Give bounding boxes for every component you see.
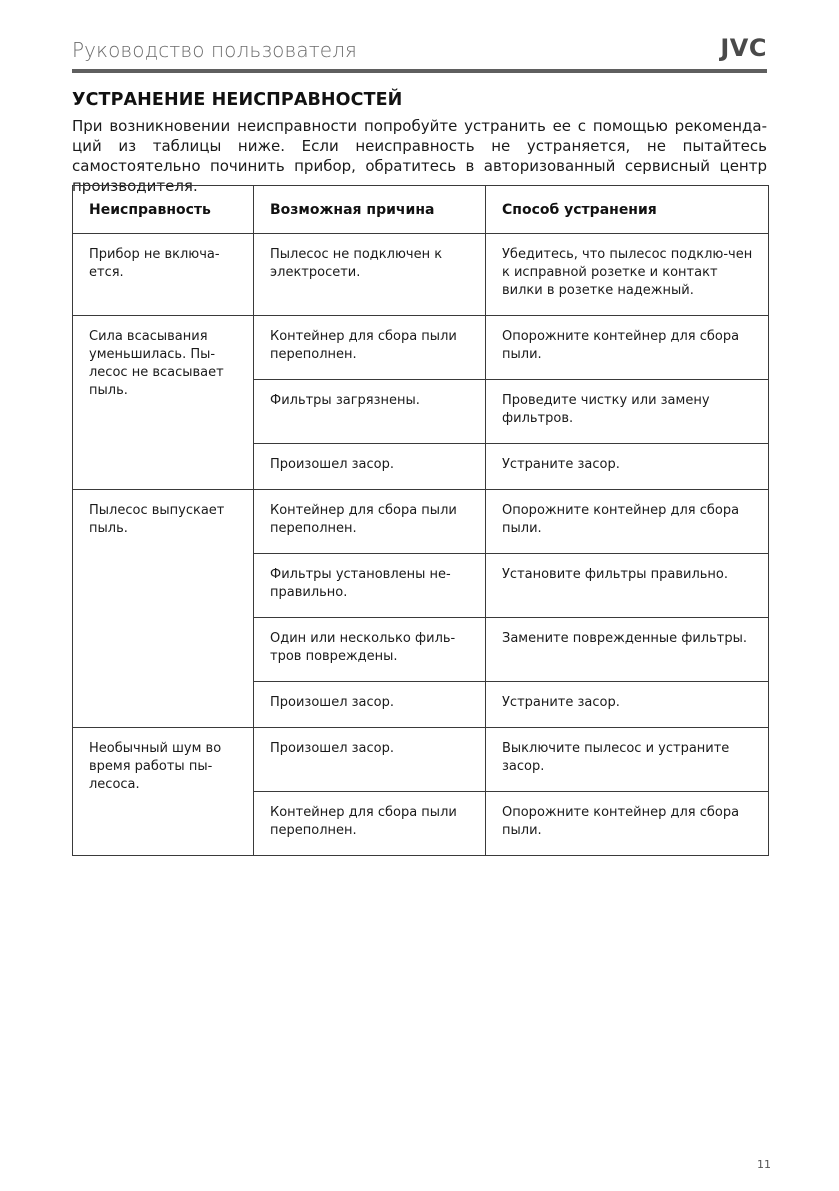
fix-cell: Установите фильтры правильно. — [486, 554, 769, 618]
intro-paragraph: При возникновении неисправности попробуйте устранить ее с помощью рекоменда-ций из таблицы ниже. Если неисправность не устраняется, не пытайтесь самостоятельно починить прибор, обратитесь в авторизованный сервисный центр производителя. — [72, 117, 767, 195]
fault-cell: Сила всасывания уменьшилась. Пы-лесос не всасывает пыль. — [73, 316, 254, 490]
fix-cell: Замените поврежденные фильтры. — [486, 618, 769, 682]
cause-cell: Контейнер для сбора пыли переполнен. — [254, 316, 486, 380]
section-title: УСТРАНЕНИЕ НЕИСПРАВНОСТЕЙ — [72, 90, 403, 110]
table-row — [73, 490, 769, 554]
document-title: Руководство пользователя — [72, 38, 357, 62]
fix-cell: Проведите чистку или замену фильтров. — [486, 380, 769, 444]
table-row — [73, 728, 769, 792]
cause-cell: Произошел засор. — [254, 444, 486, 490]
fault-cell: Необычный шум во время работы пы-лесоса. — [73, 728, 254, 856]
page-number: 11 — [757, 1158, 771, 1171]
cause-cell: Произошел засор. — [254, 728, 486, 792]
cause-cell: Контейнер для сбора пыли переполнен. — [254, 792, 486, 856]
cause-cell: Один или несколько филь-тров повреждены. — [254, 618, 486, 682]
fix-cell: Опорожните контейнер для сбора пыли. — [486, 490, 769, 554]
cause-cell: Фильтры установлены не-правильно. — [254, 554, 486, 618]
fix-cell: Опорожните контейнер для сбора пыли. — [486, 792, 769, 856]
troubleshooting-table — [72, 185, 769, 856]
table-row — [73, 316, 769, 380]
fix-cell: Убедитесь, что пылесос подклю-чен к исправной розетке и контакт вилки в розетке надежный. — [486, 234, 769, 316]
fault-cell: Пылесос выпускает пыль. — [73, 490, 254, 728]
cause-cell: Контейнер для сбора пыли переполнен. — [254, 490, 486, 554]
column-header-cause: Возможная причина — [254, 186, 486, 234]
table-row — [73, 234, 769, 316]
cause-cell: Фильтры загрязнены. — [254, 380, 486, 444]
cause-cell: Пылесос не подключен к электросети. — [254, 234, 486, 316]
brand-logo: JVC — [720, 34, 767, 62]
column-header-fault: Неисправность — [73, 186, 254, 234]
column-header-fix: Способ устранения — [486, 186, 769, 234]
fault-cell: Прибор не включа-ется. — [73, 234, 254, 316]
fix-cell: Выключите пылесос и устраните засор. — [486, 728, 769, 792]
fix-cell: Опорожните контейнер для сбора пыли. — [486, 316, 769, 380]
table-header-row — [73, 186, 769, 234]
header-divider — [72, 69, 767, 73]
fix-cell: Устраните засор. — [486, 444, 769, 490]
cause-cell: Произошел засор. — [254, 682, 486, 728]
fix-cell: Устраните засор. — [486, 682, 769, 728]
